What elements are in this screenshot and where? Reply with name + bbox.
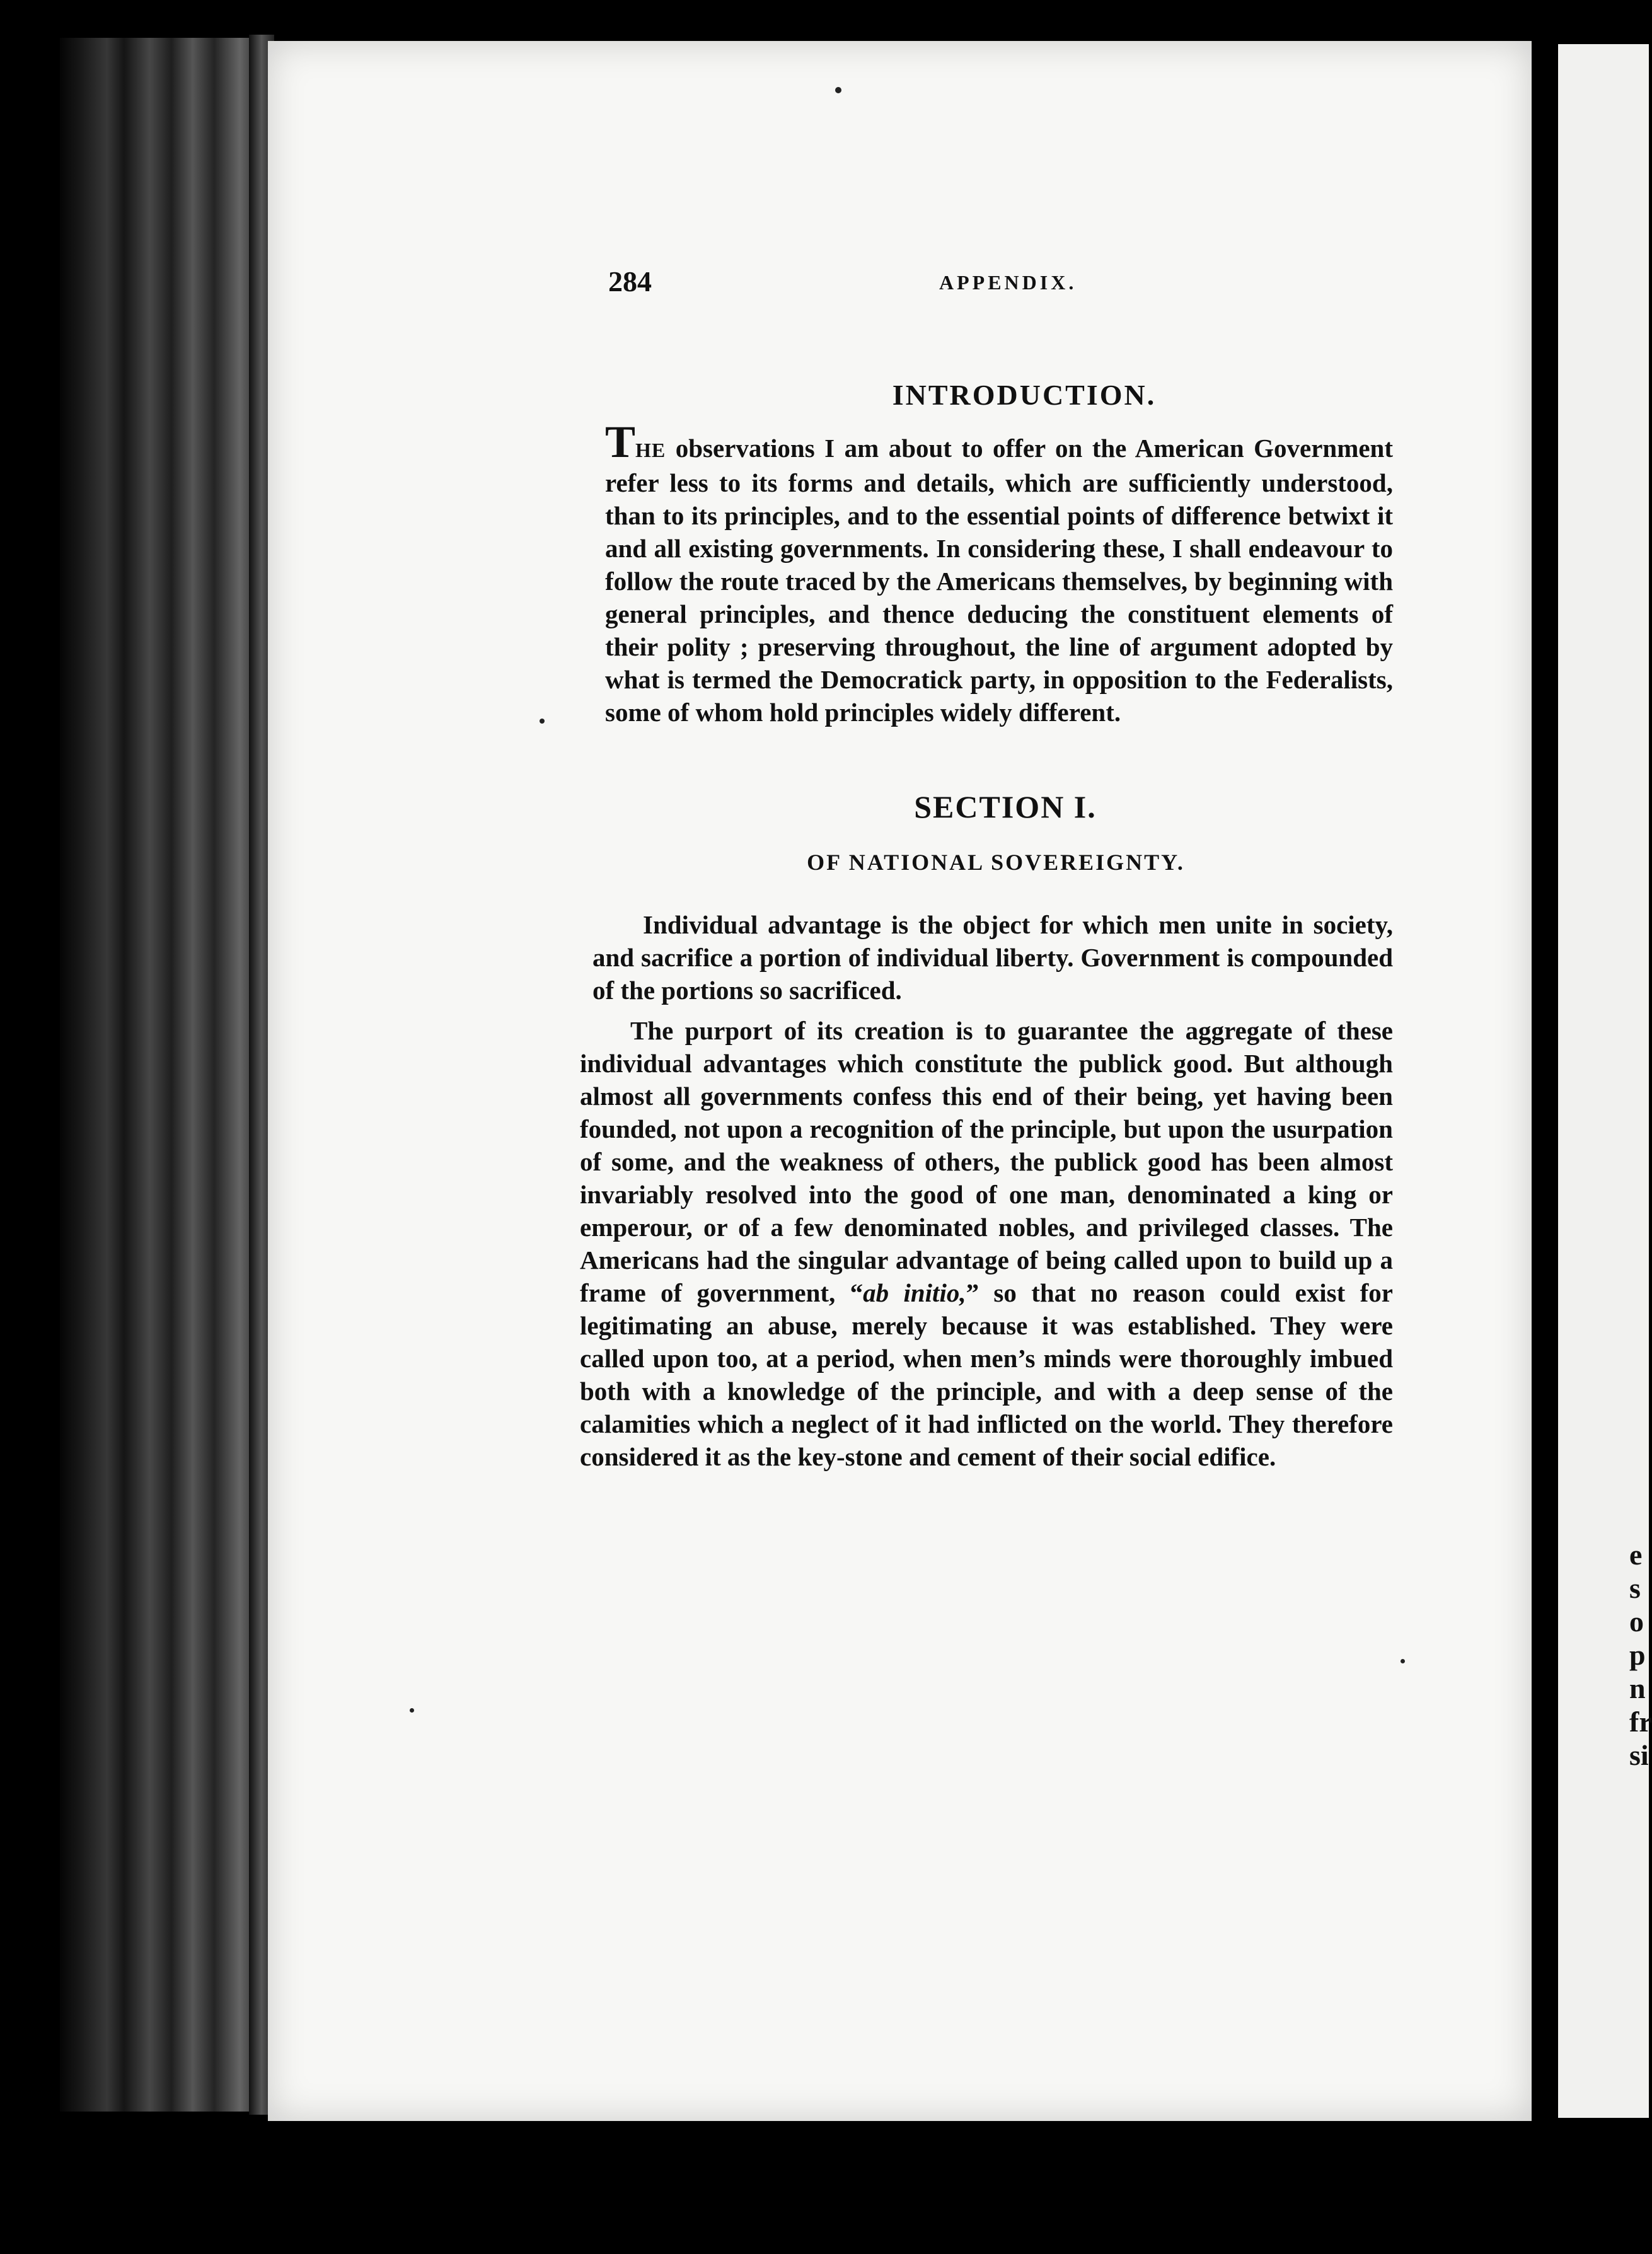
fragment-line: si [1629,1739,1649,1771]
scan-speck [540,719,545,724]
section-paragraph-2 [580,1014,1393,1473]
section-heading: SECTION I. [914,789,1097,824]
fragment-line: s [1629,1572,1641,1604]
book-binding [60,38,274,2112]
introduction-text: observations I am about to offer on the American Government refer less to its forms and details, which are sufficiently understood, than to its principles, and to the essential points of difference betwixt it and all existing governments. In considering these, I shall endeavour to follow the route traced by the Americans themselves, by beginning with general principles, and thence deducing the constituent elements of their polity ; preserving throughout, the line of argument adopted by what is termed the Democratick party, in opposition to the Federalists, some of whom hold principles widely different. [605,434,1393,727]
introduction-paragraph [605,417,1393,729]
page-number: 284 [608,265,652,298]
latin-phrase: ab initio, [863,1278,966,1307]
scan-speck [1401,1659,1405,1663]
fragment-line: o [1629,1605,1644,1638]
paragraph-2-text-before: The purport of its creation is to guarantee the aggregate of these individual advantages which constitute the publick good. But although almost all governments confess this end of their being, yet having been founded, not upon a recognition of the principle, but upon the usurpation of some, and the weakness of others, the publick good has been almost invariably resolved into the good of one man, denominated a king or emperour, or of a few denominated nobles, and privileged classes. The Americans had the singular advantage of being called upon to build up a frame of government, “ [580,1016,1393,1307]
drop-letter: T [605,417,636,467]
paragraph-2-text-after: ” so that no reason could exist for legitimating an abuse, merely because it was established. They were called upon too, at a period, when men’s minds were thoroughly imbued both with a knowledge of the principle, and with a deep sense of the calamities which a neglect of it had inflicted on the world. They therefore considered it as the key-stone and cement of their social edifice. [580,1278,1393,1471]
page-content [580,265,1393,1473]
section-paragraph-1: Individual advantage is the object for which men unite in society, and sacrifice a portion of individual liberty. Government is compounded of the portions so sacrificed. [592,910,1393,1005]
running-title: APPENDIX. [939,271,1077,294]
running-head [580,265,1393,309]
section-subheading: OF NATIONAL SOVEREIGNTY. [807,850,1185,875]
fragment-line: n [1629,1672,1646,1704]
fragment-line: p [1629,1639,1646,1671]
facing-page-edge [1558,44,1649,2118]
small-caps-word: HE [635,439,666,461]
introduction-heading: INTRODUCTION. [892,379,1157,411]
fragment-line: fr [1629,1706,1652,1738]
facing-page-fragment [1629,1538,1652,1772]
scan-speck [835,87,841,93]
scan-speck [410,1708,414,1713]
fragment-line: e [1629,1539,1643,1571]
